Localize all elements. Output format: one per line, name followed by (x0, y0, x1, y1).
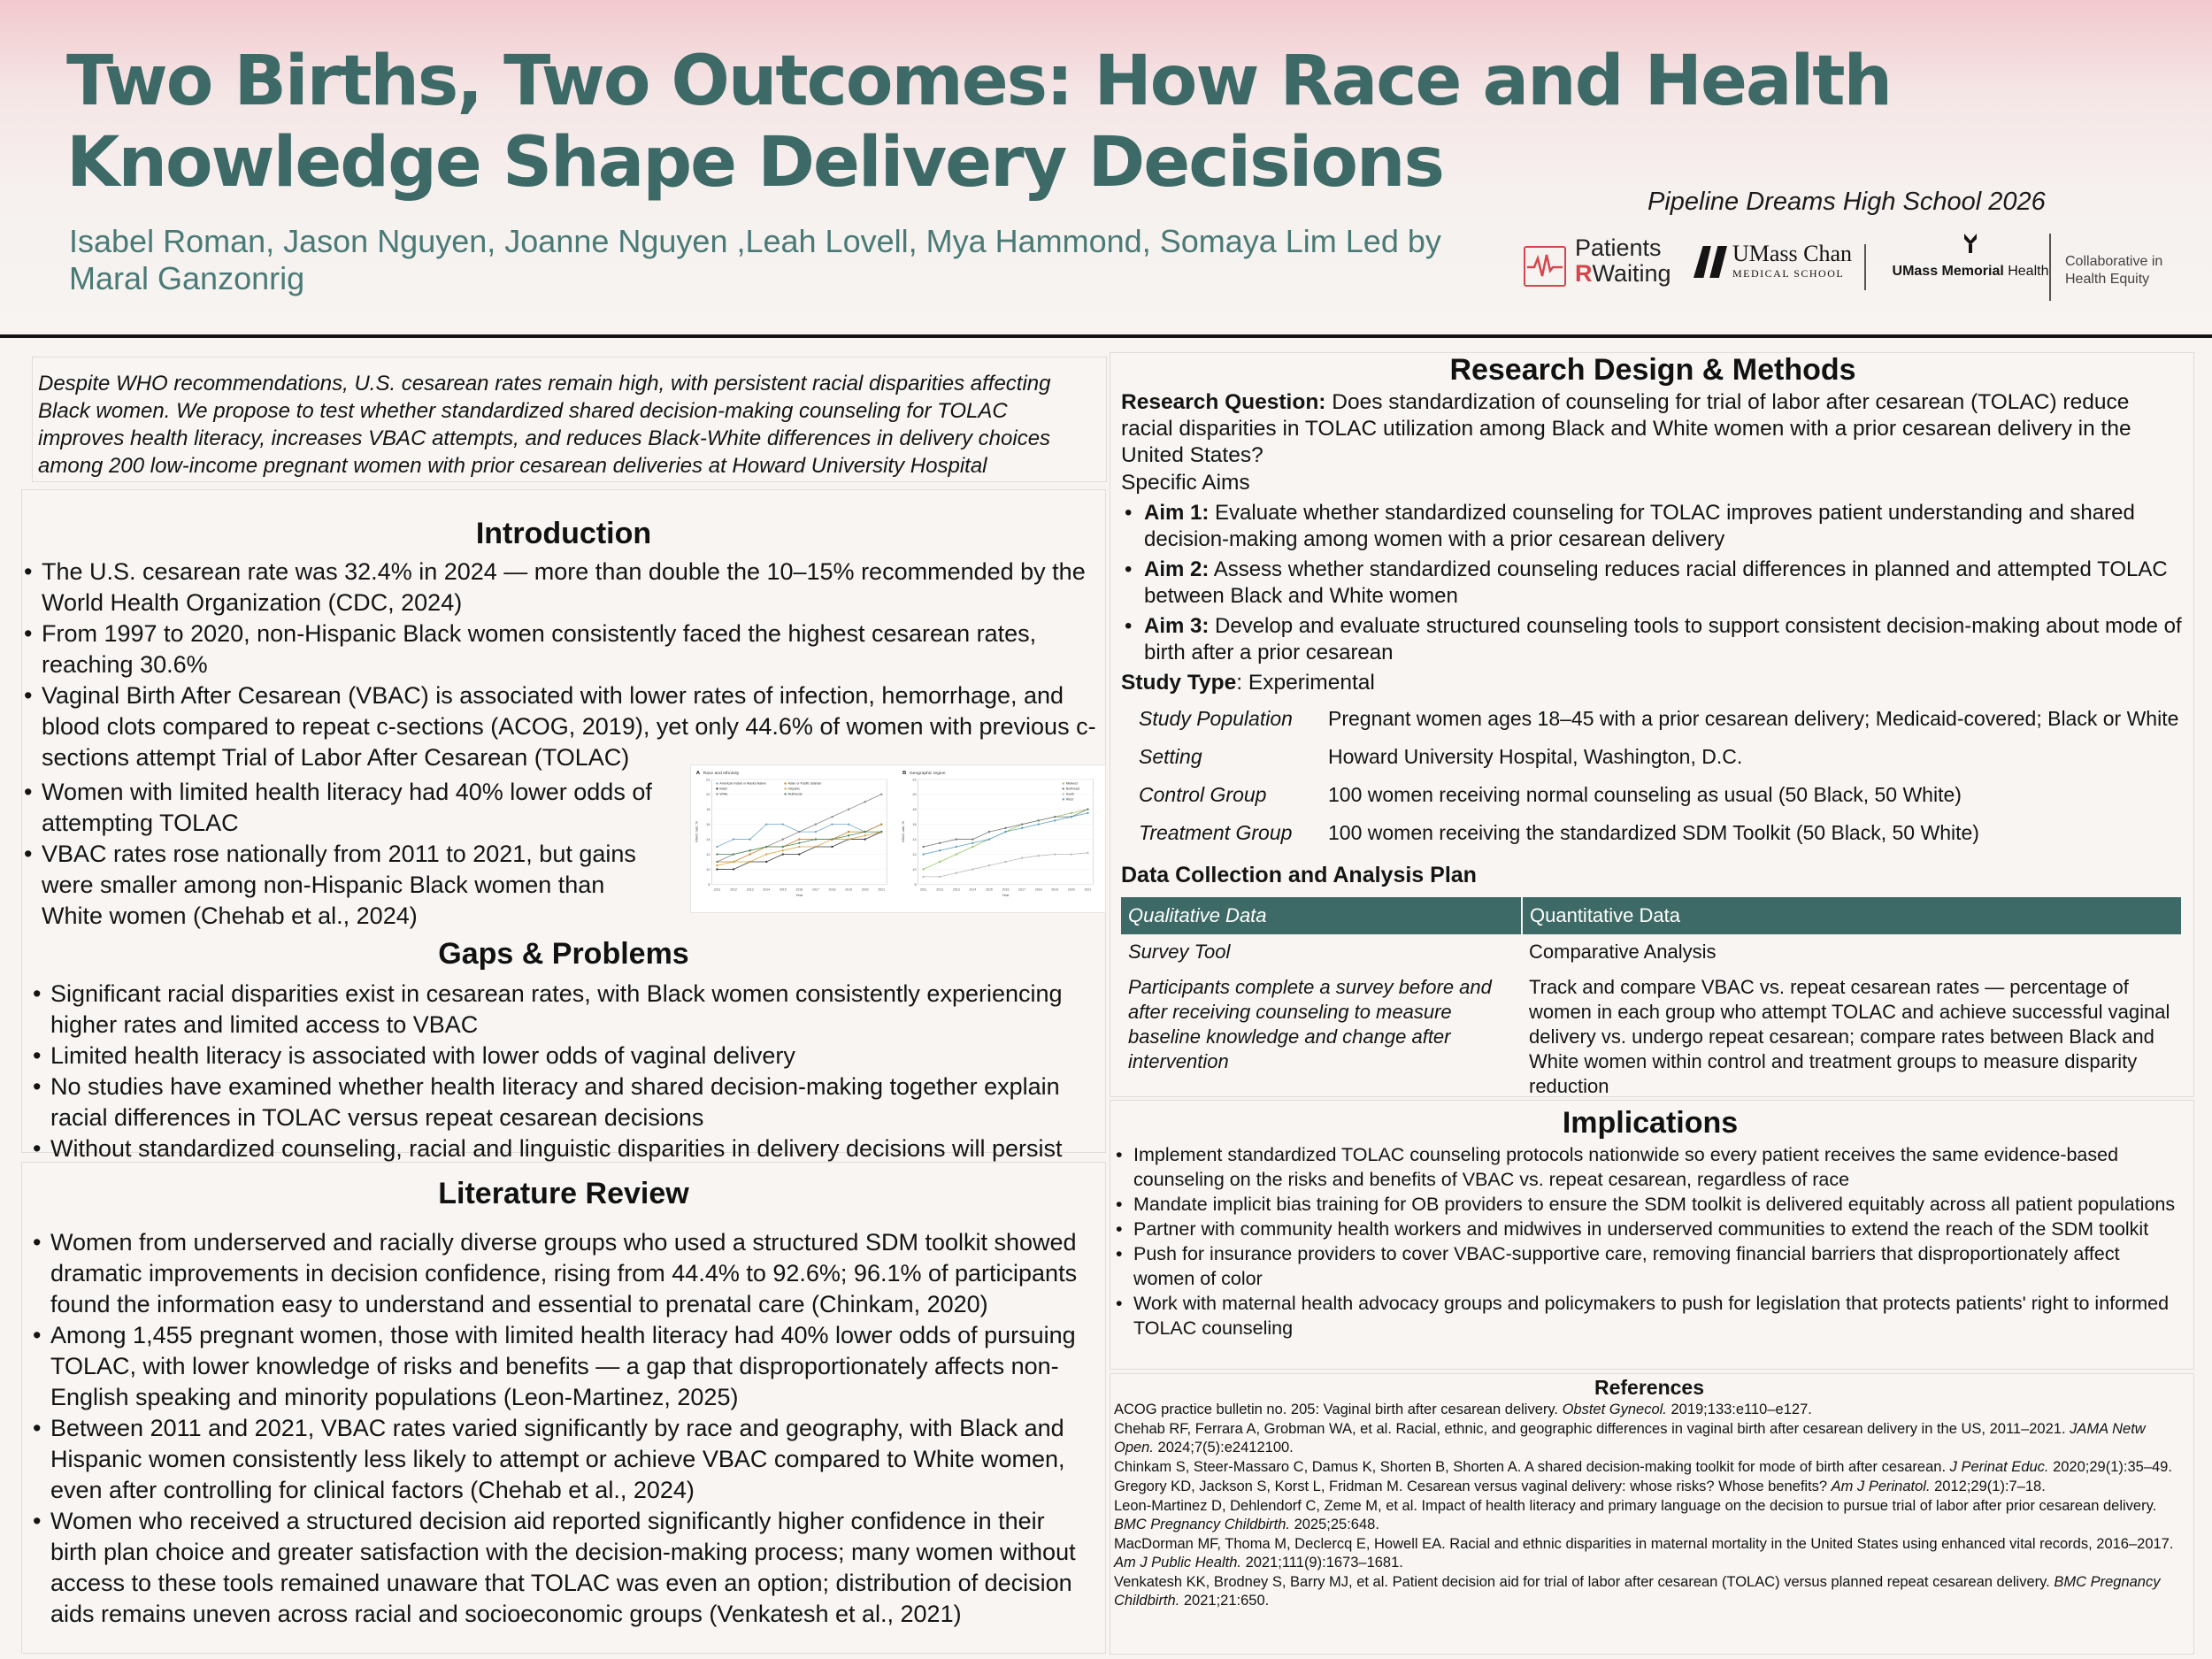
ref-text: 2025;25:648. (1290, 1517, 1379, 1532)
ref-text: Chinkam S, Steer-Massaro C, Damus K, Shorten B, Shorten A. A shared decision-making toolkit for mode of birth after cesarean. (1114, 1459, 1950, 1475)
series-point (749, 861, 750, 863)
aims-list (1121, 500, 2185, 666)
study-value: 100 women receiving normal counseling as usual (50 Black, 50 White) (1328, 783, 1962, 806)
legend-swatch (1063, 798, 1064, 800)
legend-label: American Indian or Alaska Native (719, 781, 766, 786)
legend-label: Black (719, 787, 728, 791)
column-header: Qualitative Data (1121, 897, 1522, 934)
y-axis-label: VBAC rate, % (900, 820, 905, 843)
series-point (733, 868, 734, 870)
series-point (1004, 861, 1006, 863)
umass-mark-icon (1694, 246, 1727, 278)
series-point (939, 849, 941, 851)
patients-waiting-logo (1575, 235, 1671, 287)
series-point (733, 861, 734, 863)
series-point (1038, 823, 1040, 825)
ref-journal: Am J Perinatol. (1831, 1479, 1931, 1494)
series-point (815, 838, 817, 840)
collaborative-logo (2065, 253, 2162, 288)
x-tick-label: 2016 (1002, 887, 1010, 892)
list-item: • No studies have examined whether health literacy and shared decision-making together explain racial differences in TOLAC versus repeat cesarean decisions (33, 1071, 1096, 1133)
legend-label: Asian or Pacific Islander (787, 781, 822, 786)
school-label: Pipeline Dreams High School 2026 (1647, 188, 2046, 216)
table-row (1121, 934, 2182, 970)
legend-swatch (784, 787, 786, 789)
reference-item (1114, 1401, 2185, 1419)
study-value: Pregnant women ages 18–45 with a prior cesarean delivery; Medicaid-covered; Black or White (1328, 707, 2179, 730)
y-tick-label: 18 (706, 807, 710, 812)
logo-pw-r: R (1575, 260, 1593, 287)
ref-journal: Obstet Gynecol. (1562, 1402, 1667, 1417)
list-item: • Between 2011 and 2021, VBAC rates varied significantly by race and geography, with Black and Hispanic women consistently less likely to attempt or achieve VBAC compared to White women, even after controlling for clinical factors (Chehab et al., 2024) (33, 1413, 1096, 1506)
series-point (1054, 853, 1056, 855)
series-point (733, 838, 734, 840)
list-item: • Partner with community health workers and midwives in underserved communities to extend the reach of the SDM toolkit (1116, 1217, 2185, 1241)
series-point (864, 831, 865, 833)
poster-title: Two Births, Two Outcomes: How Race and Health Knowledge Shape Delivery Decisions (66, 42, 1892, 203)
series-point (765, 846, 767, 848)
series-point (831, 846, 833, 848)
series-point (848, 831, 849, 833)
series-point (716, 868, 718, 870)
vbac-trend-figure (690, 764, 1106, 913)
series-point (972, 838, 973, 840)
x-axis-label: Year (795, 893, 803, 898)
table-row (1121, 700, 2185, 738)
list-item: • Women with limited health literacy had 40% lower odds of attempting TOLAC (24, 777, 665, 839)
x-tick-label: 2019 (1051, 887, 1059, 892)
series-point (782, 853, 784, 855)
series-point (1004, 827, 1006, 829)
y-tick-label: 12 (912, 851, 917, 856)
aim-label: Aim 2: (1144, 557, 1210, 581)
ref-text: 2012;29(1):7–18. (1930, 1479, 2046, 1494)
series-point (864, 834, 865, 836)
series-point (972, 868, 973, 870)
series-point (939, 861, 941, 863)
gaps-list (22, 979, 1105, 1164)
legend-swatch (1063, 787, 1064, 789)
list-item: • From 1997 to 2020, non-Hispanic Black women consistently faced the highest cesarean rates, reaching 30.6% (24, 618, 1096, 680)
study-key: Study Population (1139, 707, 1293, 730)
list-item (1125, 500, 2185, 553)
series-point (880, 831, 882, 833)
x-tick-label: 2013 (952, 887, 960, 892)
study-key: Setting (1139, 745, 1202, 768)
legend-swatch (716, 793, 718, 795)
x-tick-label: 2018 (828, 887, 836, 892)
y-tick-label: 20 (706, 792, 710, 797)
ref-text: 2024;7(5):e2412100. (1153, 1440, 1294, 1455)
ref-journal: Am J Public Health. (1114, 1555, 1241, 1571)
x-tick-label: 2012 (936, 887, 944, 892)
y-tick-label: 22 (912, 777, 917, 782)
series-point (1021, 823, 1023, 825)
ref-journal: J Perinat Educ. (1949, 1459, 2049, 1475)
series-line (924, 853, 1088, 877)
series-point (956, 846, 957, 848)
x-axis-label: Year (1002, 893, 1010, 898)
logo-pw-line1: Patients (1575, 234, 1662, 261)
memorial-mark-icon (1962, 234, 1978, 253)
abstract-panel (32, 357, 1107, 482)
references-title: References (1594, 1376, 1705, 1399)
memorial-rest: Health (2003, 264, 2049, 279)
series-point (815, 831, 817, 833)
series-point (922, 853, 924, 855)
y-tick-label: 16 (912, 822, 917, 827)
x-tick-label: 2011 (713, 887, 721, 892)
series-point (798, 853, 800, 855)
series-point (765, 853, 767, 855)
panel-title: Race and ethnicity (703, 771, 740, 776)
introduction-title: Introduction (475, 517, 652, 550)
series-point (782, 823, 784, 825)
list-item: • Women from underserved and racially diverse groups who used a structured SDM toolkit showed dramatic improvements in decision confidence, rising from 44.4% to 92.6%; 96.1% of participants found the information easy to understand and essential to prenatal care (Chinkam, 2020) (33, 1227, 1096, 1320)
series-point (765, 823, 767, 825)
logo-divider (2049, 234, 2051, 301)
study-value: Howard University Hospital, Washington, D.C. (1328, 745, 1743, 768)
x-tick-label: 2015 (986, 887, 993, 892)
x-tick-label: 2013 (746, 887, 754, 892)
reference-item (1114, 1478, 2185, 1496)
vbac-trend-chart (691, 765, 1105, 912)
series-point (1038, 855, 1040, 856)
series-point (1004, 831, 1006, 833)
series-point (831, 816, 833, 818)
umass-chan-sub: MEDICAL SCHOOL (1732, 267, 1845, 280)
ref-text: 2021;21:650. (1179, 1593, 1270, 1609)
implications-panel (1110, 1100, 2194, 1370)
y-tick-label: 18 (912, 807, 917, 812)
reference-item (1114, 1497, 2185, 1534)
x-tick-label: 2021 (878, 887, 886, 892)
x-tick-label: 2017 (1018, 887, 1026, 892)
table-row (1121, 738, 2185, 776)
series-point (831, 838, 833, 840)
x-tick-label: 2019 (845, 887, 853, 892)
list-item: • Mandate implicit bias training for OB providers to ensure the SDM toolkit is delivered equitably across all patient populations (1116, 1192, 2185, 1217)
rq-text: Does standardization of counseling for trial of labor after cesarean (TOLAC) reduce racial disparities in TOLAC utilization among Black and White women with a prior cesarean delivery in the United States? (1121, 390, 2131, 467)
panel-b (901, 771, 1093, 897)
study-type-value: : Experimental (1236, 671, 1375, 695)
series-point (798, 842, 800, 844)
legend-label: White (719, 792, 728, 796)
list-item (1125, 557, 2185, 610)
series-point (815, 823, 817, 825)
table-cell: Survey Tool (1128, 941, 1231, 963)
aim-label: Aim 1: (1144, 501, 1210, 525)
ref-text: Gregory KD, Jackson S, Korst L, Fridman M. Cesarean versus vaginal delivery: whose risks? Whose benefits? (1114, 1479, 1832, 1494)
series-point (1021, 857, 1023, 859)
implications-title: Implications (1562, 1106, 1739, 1140)
series-point (922, 876, 924, 878)
ref-journal: BMC Pregnancy Childbirth. (1114, 1517, 1290, 1532)
list-item: • Vaginal Birth After Cesarean (VBAC) is associated with lower rates of infection, hemorrhage, and blood clots compared to repeat c-sections (ACOG, 2019), yet only 44.6% of women with previous c-sections attempt Trial of Labor After Cesarean (TOLAC) (24, 680, 1096, 773)
legend-label: Multiracial (787, 792, 803, 796)
series-point (1021, 827, 1023, 829)
study-table (1121, 700, 2185, 852)
list-item: • Significant racial disparities exist in cesarean rates, with Black women consistently experiencing higher rates and limited access to VBAC (33, 979, 1096, 1041)
ref-journal: JAMA Netw Open. (1114, 1421, 2146, 1455)
panel-label: B (902, 770, 907, 776)
x-tick-label: 2021 (1084, 887, 1092, 892)
y-axis-label: VBAC rate, % (694, 820, 699, 843)
series-point (922, 846, 924, 848)
logo-pw-line2 (1575, 261, 1671, 287)
series-point (848, 809, 849, 810)
legend-label: South (1065, 792, 1074, 796)
series-point (922, 868, 924, 870)
introduction-panel (21, 489, 1106, 1162)
series-point (733, 853, 734, 855)
series-point (956, 872, 957, 873)
column-header: Quantitative Data (1522, 897, 2182, 934)
data-collection-title: Data Collection and Analysis Plan (1121, 863, 1477, 887)
legend-swatch (1063, 793, 1064, 795)
series-point (782, 838, 784, 840)
reference-item (1114, 1458, 2185, 1477)
series-point (716, 861, 718, 863)
abstract-text: Despite WHO recommendations, U.S. cesarean rates remain high, with persistent racial disparities affecting Black women. We propose to test whether standardized shared decision-making counseling for TOLAC improves health literacy, increases VBAC attempts, and reduces Black-White differences in delivery choices among 200 low-income pregnant women with prior cesarean deliveries at Howard University Hospital (38, 372, 1051, 478)
ref-text: 2019;133:e110–e127. (1666, 1402, 1812, 1417)
x-tick-label: 2014 (763, 887, 771, 892)
y-tick-label: 16 (706, 822, 710, 827)
aim-text: Assess whether standardized counseling reduces racial differences in planned and attempted TOLAC between Black and White women (1144, 557, 2168, 608)
series-point (956, 838, 957, 840)
series-point (749, 838, 750, 840)
series-point (880, 794, 882, 795)
series-point (988, 831, 990, 833)
table-cell: Track and compare VBAC vs. repeat cesarean rates — percentage of women in each group who attempt TOLAC and achieve successful vaginal delivery vs. undergo repeat cesarean; compare rates between Black and White women within control and treatment groups to measure disparity reduction (1529, 976, 2170, 1097)
list-item: • VBAC rates rose nationally from 2011 to 2021, but gains were smaller among non-Hispanic Black women than White women (Chehab et al., 2024) (24, 839, 665, 932)
series-point (749, 853, 750, 855)
series-point (782, 849, 784, 851)
series-point (815, 846, 817, 848)
legend-swatch (784, 782, 786, 784)
series-line (924, 813, 1088, 855)
series-point (880, 823, 882, 825)
aims-label: Specific Aims (1121, 471, 1250, 495)
memorial-text (1878, 264, 2063, 280)
legend-label: Midwest (1065, 781, 1078, 786)
memorial-bold: UMass Memorial (1892, 264, 2004, 279)
ref-text: 2020;29(1):35–49. (2048, 1459, 2172, 1475)
x-tick-label: 2016 (795, 887, 803, 892)
poster-header (0, 0, 2212, 338)
ref-journal: BMC Pregnancy Childbirth. (1114, 1574, 2161, 1609)
y-tick-label: 22 (706, 777, 710, 782)
aim-label: Aim 3: (1144, 614, 1210, 638)
x-tick-label: 2020 (861, 887, 869, 892)
collab-line2: Health Equity (2065, 272, 2150, 287)
rq-label: Research Question: (1121, 390, 1326, 414)
table-header-row (1121, 897, 2182, 934)
list-item: • Among 1,455 pregnant women, those with limited health literacy had 40% lower odds of pursuing TOLAC, with lower knowledge of risks and benefits — a gap that disproportionately affects non-English speaking and minority populations (Leon-Martinez, 2025) (33, 1320, 1096, 1413)
data-collection-table (1121, 897, 2183, 1104)
ref-text: Venkatesh KK, Brodney S, Barry MJ, et al. Patient decision aid for trial of labor after cesarean (TOLAC) versus planned repeat cesarean delivery. (1114, 1574, 2055, 1590)
panel-a (695, 771, 887, 897)
logo-bar (1524, 234, 2178, 304)
logo-divider (1864, 244, 1866, 290)
series-point (798, 831, 800, 833)
series-point (716, 846, 718, 848)
x-tick-label: 2011 (919, 887, 927, 892)
y-tick-label: 14 (912, 837, 917, 842)
methods-panel (1110, 352, 2194, 1097)
series-point (1071, 812, 1072, 814)
table-row (1121, 814, 2185, 852)
y-tick-label: 10 (706, 866, 710, 872)
list-item (1125, 613, 2185, 666)
series-point (939, 842, 941, 844)
series-point (972, 846, 973, 848)
ref-text: Leon-Martinez D, Dehlendorf C, Zeme M, et al. Impact of health literacy and primary language on the decision to pursue trial of labor after prior cesarean delivery. (1114, 1498, 2157, 1514)
table-cell: Comparative Analysis (1529, 941, 1717, 963)
series-point (988, 864, 990, 866)
introduction-list (22, 557, 1105, 773)
panel-title: Geographic region (909, 771, 946, 776)
series-point (864, 801, 865, 803)
list-item: • Implement standardized TOLAC counseling protocols nationwide so every patient receives the same evidence-based counseling on the risks and benefits of VBAC vs. repeat cesarean, regardless of race (1116, 1142, 2185, 1192)
series-point (939, 876, 941, 878)
list-item: • Without standardized counseling, racial and linguistic disparities in delivery decisions will persist (33, 1133, 1096, 1164)
series-point (765, 861, 767, 863)
table-row (1121, 970, 2182, 1104)
study-type-label: Study Type (1121, 671, 1237, 695)
study-value: 100 women receiving the standardized SDM Toolkit (50 Black, 50 White) (1328, 821, 1979, 844)
series-point (972, 842, 973, 844)
table-row (1121, 776, 2185, 814)
series-point (1087, 812, 1088, 814)
x-tick-label: 2020 (1067, 887, 1075, 892)
panel-label: A (695, 770, 701, 776)
y-tick-label: 12 (706, 851, 710, 856)
list-item: • The U.S. cesarean rate was 32.4% in 2024 — more than double the 10–15% recommended by the World Health Organization (CDC, 2024) (24, 557, 1096, 618)
author-list: Isabel Roman, Jason Nguyen, Joanne Nguyen ,Leah Lovell, Mya Hammond, Somaya Lim Led by Maral Ganzonrig (69, 223, 1441, 296)
series-point (798, 838, 800, 840)
legend-swatch (784, 793, 786, 795)
series-point (831, 823, 833, 825)
series-point (848, 834, 849, 836)
x-tick-label: 2014 (969, 887, 977, 892)
literature-title: Literature Review (438, 1177, 689, 1210)
x-tick-label: 2015 (779, 887, 787, 892)
x-tick-label: 2018 (1034, 887, 1042, 892)
series-point (749, 849, 750, 851)
reference-item (1114, 1573, 2185, 1610)
table-cell: Participants complete a survey before and after receiving counseling to measure baseline knowledge and change after intervention (1128, 976, 1492, 1072)
legend-label: West (1065, 797, 1073, 802)
heartbeat-icon (1524, 246, 1566, 287)
y-tick-label: 14 (706, 837, 710, 842)
y-tick-label: 8 (708, 881, 710, 887)
collab-line1: Collaborative in (2065, 254, 2163, 269)
reference-item (1114, 1420, 2185, 1457)
y-tick-label: 20 (912, 792, 917, 797)
research-question (1121, 389, 2185, 469)
study-key: Control Group (1139, 783, 1267, 806)
ref-text: MacDorman MF, Thoma M, Declercq E, Howell EA. Racial and ethnic disparities in maternal mortality in the United States using enhanced vital records, 2016–2017. (1114, 1536, 2174, 1552)
legend-label: Northeast (1065, 787, 1080, 791)
gaps-title: Gaps & Problems (438, 937, 689, 971)
aim-text: Evaluate whether standardized counseling for TOLAC improves patient understanding and shared decision-making among women with a prior cesarean delivery (1144, 501, 2135, 551)
umass-memorial-logo (1878, 234, 2063, 280)
implications-list (1116, 1142, 2185, 1340)
list-item: • Limited health literacy is associated with lower odds of vaginal delivery (33, 1041, 1096, 1071)
references-panel (1110, 1373, 2194, 1655)
y-tick-label: 8 (914, 881, 917, 887)
legend-swatch (1063, 782, 1064, 784)
series-point (1054, 816, 1056, 818)
ref-text: 2021;111(9):1673–1681. (1240, 1555, 1403, 1571)
literature-list (22, 1227, 1105, 1630)
ref-text: Chehab RF, Ferrara A, Grobman WA, et al. Racial, ethnic, and geographic differences in vaginal birth after cesarean delivery in the US, 2011–2021. (1114, 1421, 2070, 1437)
series-point (1071, 853, 1072, 855)
series-point (1071, 816, 1072, 818)
aim-text: Develop and evaluate structured counseling tools to support consistent decision-making about mode of birth after a prior cesarean (1144, 614, 2182, 664)
series-line (717, 832, 881, 865)
list-item: • Push for insurance providers to cover VBAC-supportive care, removing financial barriers that disproportionately affect women of color (1116, 1241, 2185, 1291)
reference-item (1114, 1535, 2185, 1572)
series-point (1087, 852, 1088, 854)
series-point (716, 853, 718, 855)
ref-text: ACOG practice bulletin no. 205: Vaginal birth after cesarean delivery. (1114, 1402, 1563, 1417)
series-point (782, 846, 784, 848)
series-point (956, 853, 957, 855)
legend-label: Hispanic (787, 787, 801, 791)
x-tick-label: 2017 (811, 887, 819, 892)
series-point (716, 864, 718, 866)
series-point (848, 838, 849, 840)
series-point (864, 838, 865, 840)
legend-swatch (716, 787, 718, 789)
logo-pw-waiting: Waiting (1592, 260, 1671, 287)
x-tick-label: 2012 (730, 887, 737, 892)
legend-swatch (716, 782, 718, 784)
series-point (1054, 819, 1056, 821)
series-point (1087, 809, 1088, 810)
series-point (988, 838, 990, 840)
list-item: • Women who received a structured decision aid reported significantly higher confidence in their birth plan choice and greater satisfaction with the decision-making process; many women without access to these tools remained unaware that TOLAC was even an option; distribution of decision aids remains uneven across racial and socioeconomic groups (Venkatesh et al., 2021) (33, 1506, 1096, 1630)
series-point (798, 846, 800, 848)
series-point (848, 823, 849, 825)
literature-panel (21, 1162, 1106, 1654)
y-tick-label: 10 (912, 866, 917, 872)
list-item: • Work with maternal health advocacy groups and policymakers to push for legislation that protects patients' right to informed TOLAC counseling (1116, 1291, 2185, 1340)
study-key: Treatment Group (1139, 821, 1293, 844)
umass-chan-name: UMass Chan (1732, 241, 1853, 266)
series-point (1038, 819, 1040, 821)
methods-title: Research Design & Methods (1449, 353, 1856, 387)
study-type (1121, 670, 2185, 696)
